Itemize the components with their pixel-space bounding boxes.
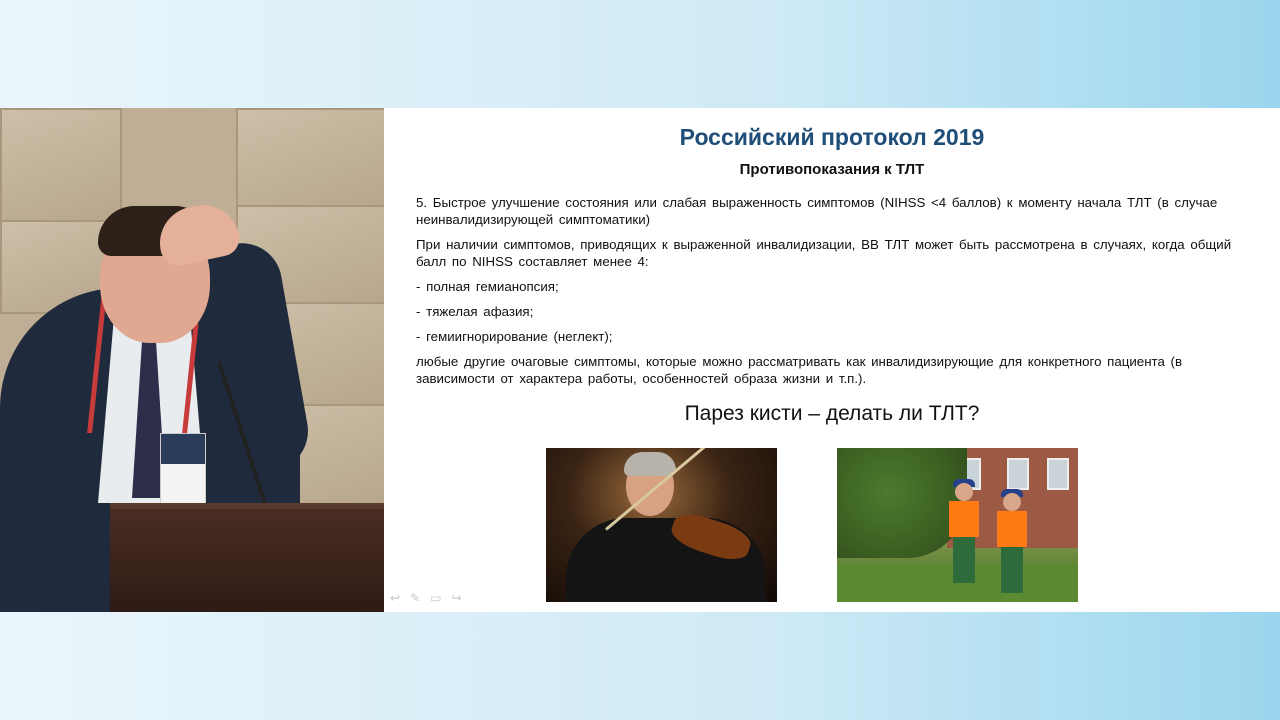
violinist-photo [546,448,777,602]
pen-icon[interactable]: ✎ [410,591,421,605]
speaker-badge [160,433,206,505]
screen-icon[interactable]: ▭ [430,591,442,605]
worker-figure [947,483,981,573]
paragraph-other-symptoms: любые другие очаговые симптомы, которые можно рассматривать как инвалидизирующие для конкретного пациента (в зависимости от характера работы, особенностей образа жизни и т.п.). [416,354,1183,386]
paragraph-criterion-5: 5. Быстрое улучшение состояния или слабая выраженность симптомов (NIHSS <4 баллов) к моменту начала ТЛТ (в случае неинвалидизирующей симптоматики) [416,195,1218,227]
slide-title: Российский протокол 2019 [679,124,985,150]
worker-figure [995,493,1029,583]
bottom-background-band [0,612,1280,720]
arrow-right-icon[interactable]: ↪ [451,591,462,605]
bullet-neglect: - гемиигнорирование (неглект); [416,329,613,344]
slide-toolbar [390,591,462,605]
slide-question: Парез кисти – делать ли ТЛТ? [684,402,980,425]
speaker-video [0,108,384,612]
paragraph-disabling-symptoms: При наличии симптомов, приводящих к выраженной инвалидизации, ВВ ТЛТ может быть рассмотрена в случаях, когда общий балл по NIHSS составляет менее 4: [416,237,1232,269]
wall-panel [236,108,384,207]
wall-panel [0,108,122,222]
bullet-hemianopsia: - полная гемианопсия; [416,279,559,294]
podium [110,503,384,612]
workers-photo [837,448,1078,602]
top-background-band [0,0,1280,108]
arrow-left-icon[interactable]: ↩ [390,591,401,605]
presentation-slide [384,108,1280,612]
bullet-aphasia: - тяжелая афазия; [416,304,534,319]
slide-subtitle: Противопоказания к ТЛТ [739,161,925,178]
